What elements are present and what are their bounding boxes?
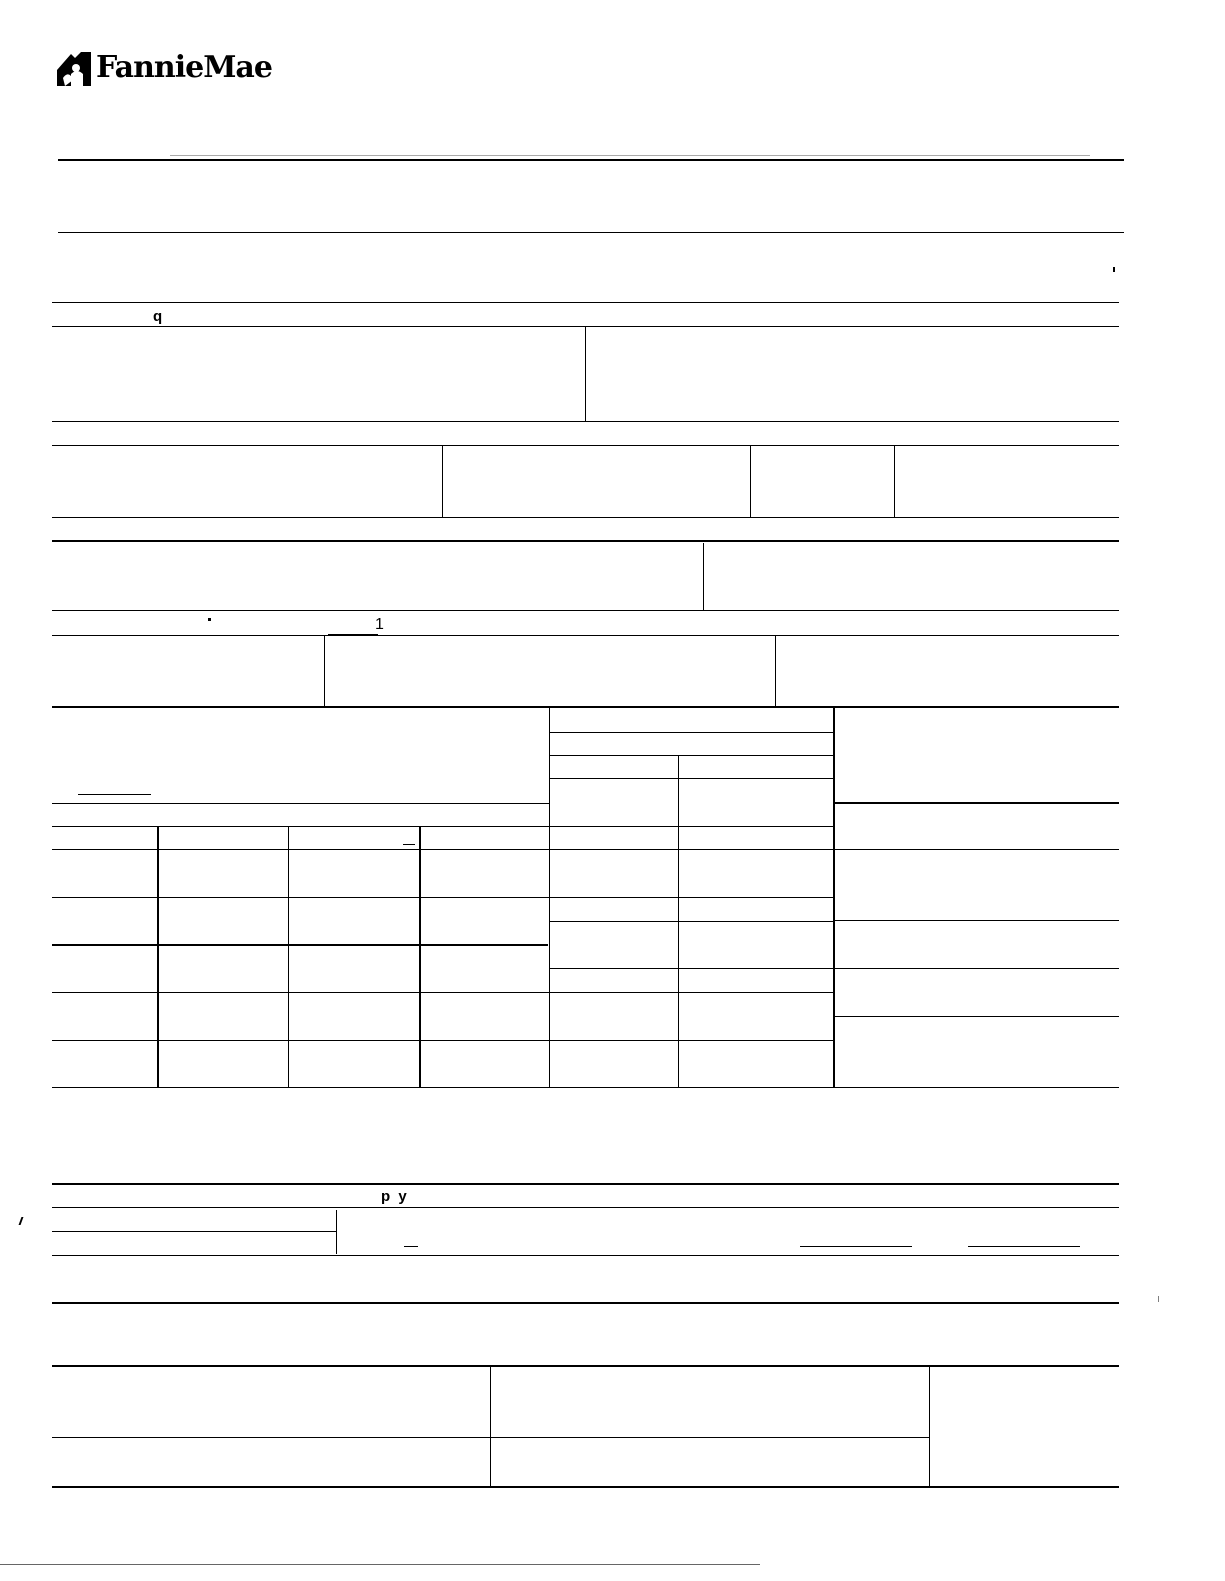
grid-middle-rule-1 — [549, 732, 834, 733]
section2-field-4[interactable] — [895, 446, 1119, 517]
section2-field-1[interactable] — [52, 446, 442, 517]
section4-field-3[interactable] — [776, 636, 1119, 706]
grid-col-line-2 — [288, 826, 289, 1088]
section6-left-field-1[interactable] — [52, 1208, 336, 1231]
section4-field-2[interactable] — [325, 636, 775, 706]
title-block-rule — [58, 232, 1124, 233]
section1-left-field[interactable] — [52, 327, 585, 421]
grid-tick-mark — [403, 844, 415, 845]
section2-bottom-rule — [52, 517, 1119, 518]
left-margin-mark — [19, 1217, 24, 1225]
section1-top-rule — [52, 302, 1119, 303]
grid-row-rule-4b — [549, 921, 834, 922]
grid-vline-2 — [833, 708, 835, 1088]
right-margin-mark — [1158, 1296, 1159, 1302]
section6-dash — [404, 1246, 418, 1247]
header-faint-rule — [170, 155, 1090, 156]
section7-bottom-rule — [52, 1302, 1119, 1304]
header-top-rule — [58, 159, 1124, 161]
grid-col-line-1 — [157, 826, 159, 1088]
section6-blank-2 — [968, 1246, 1080, 1247]
section2-field-2[interactable] — [443, 446, 750, 517]
section8-bottom-rule — [52, 1486, 1119, 1488]
grid-row-rule-5a — [52, 992, 834, 993]
section1-bottom-rule — [52, 421, 1119, 422]
grid-row-rule-4a — [52, 944, 548, 946]
section1-right-field[interactable] — [586, 327, 1119, 421]
grid-row-rule-6 — [52, 1040, 834, 1041]
grid-col-line-3 — [419, 826, 421, 1088]
grid-row-rule-3 — [52, 897, 834, 898]
grid-row-rule-5b — [549, 968, 834, 969]
section6-top-rule — [52, 1183, 1119, 1185]
grid-middle-rule-3 — [549, 778, 834, 779]
grid-row-rule-2 — [52, 849, 834, 850]
section4-header-underline — [328, 634, 378, 635]
grid-header-left-bottom — [52, 803, 549, 804]
fannie-mae-house-logo-icon — [55, 48, 93, 88]
margin-mark — [1113, 267, 1115, 272]
grid-header-left-underline — [78, 794, 151, 795]
section6-mark: p y — [381, 1188, 407, 1205]
section4-dot — [208, 618, 211, 621]
signature-field-4[interactable] — [491, 1438, 929, 1487]
grid-right-rule-5 — [835, 1016, 1119, 1017]
section2-field-3[interactable] — [751, 446, 894, 517]
signature-field-2[interactable] — [491, 1367, 929, 1437]
grid-right-rule-3 — [835, 920, 1119, 921]
grid-row-rule-1 — [52, 826, 834, 827]
section1-mark: q — [153, 308, 163, 325]
section3-left-field[interactable] — [52, 542, 704, 610]
grid-header-left-block[interactable] — [52, 708, 549, 803]
grid-right-rule-2 — [835, 849, 1119, 850]
section6-blank-1 — [800, 1246, 912, 1247]
section6-left-field-2[interactable] — [52, 1232, 336, 1255]
grid-right-rule-1 — [835, 802, 1119, 804]
section6-right-field[interactable] — [337, 1208, 1119, 1255]
signature-field-1[interactable] — [52, 1367, 490, 1437]
footer-rule — [0, 1564, 760, 1565]
grid-vline-1 — [549, 708, 550, 1088]
section3-right-field[interactable] — [704, 542, 1119, 610]
grid-bottom-rule — [52, 1087, 1119, 1088]
grid-middle-rule-2 — [549, 755, 834, 756]
section4-field-1[interactable] — [52, 636, 324, 706]
section7-field[interactable] — [52, 1256, 1119, 1301]
fannie-mae-logo — [55, 45, 272, 90]
signature-date-field[interactable] — [930, 1367, 1119, 1487]
section3-bottom-rule — [52, 610, 1119, 611]
brand-name: FannieMae — [96, 50, 272, 85]
grid-right-rule-4 — [835, 968, 1119, 969]
section4-mark: 1 — [375, 616, 384, 633]
signature-field-3[interactable] — [52, 1438, 490, 1487]
